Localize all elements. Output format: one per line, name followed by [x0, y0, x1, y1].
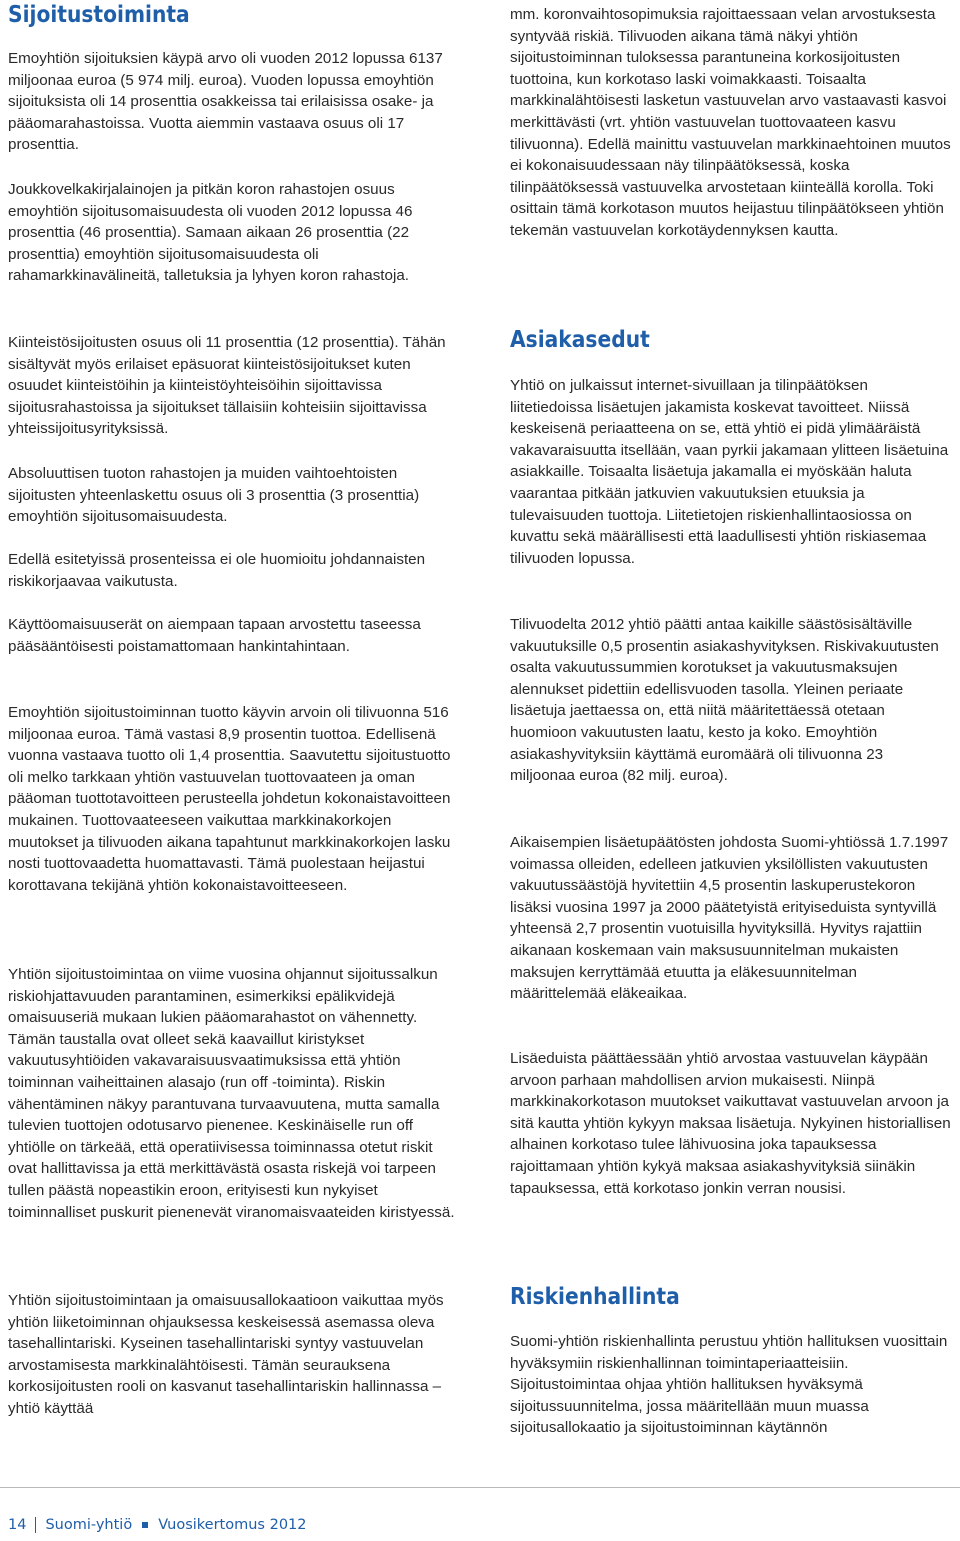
section-heading-riskienhallinta: Riskienhallinta [510, 1284, 680, 1310]
paragraph: Yhtiön sijoitustoimintaa on viime vuosina ohjannut sijoitussalkun riskiohjattavuuden parantaminen, esimerkiksi epälikvidejä omaisuuseriä mukaan lukien pääomarahastot on vähennetty. Tämän taustalla ovat olleet sekä kaavaillut kiristykset vakuutusyhtiöiden vakavaraisuusvaatimuksissa että yhtiön toiminnan vaiheittainen alasajo (run off -toiminta). Riskin vähentäminen näkyy parantuvana turvaavuutena, mutta samalla tulevien tuottojen odotusarvo pienenee. Keskinäiselle run off yhtiölle on tärkeää, että operatiivisessa toiminnassa otetut riskit ovat hallittavissa ja että merkittävästä osasta riskejä voi tarpeen tullen päästä nopeastikin eroon, erityisesti kun nykyiset toiminnalliset puskurit pienenevät viranomaisvaateiden kiristyessä. [8, 966, 455, 1221]
paragraph: Kiinteistösijoitusten osuus oli 11 prosenttia (12 prosenttia). Tähän sisältyvät myös erilaiset epäsuorat kiinteistösijoitukset kuten osuudet kiinteistöihin ja kiinteistöyhteisöihin sijoittavissa sijoitusrahastoissa ja sijoitukset tällaisiin kohteisiin sijoittavissa yhteissijoitusyrityksissä. [8, 334, 446, 438]
page-footer [8, 1517, 307, 1533]
footer-divider [0, 1487, 960, 1488]
paragraph: Käyttöomaisuuserät on aiempaan tapaan arvostettu taseessa pääsääntöisesti poistamattomaan hankintahintaan. [8, 616, 421, 655]
paragraph: Aikaisempien lisäetupäätösten johdosta Suomi-yhtiössä 1.7.1997 voimassa olleiden, edelleen jatkuvien yksilöllisten vakuutusten vakuutussäästöjä hyvitettiin 4,5 prosentin laskuperustekoron lisäksi vuosina 1997 ja 2000 päätetyistä erityiseduista syntyvillä yhteensä 2,7 prosentin vuotuisilla hyvityksillä. Hyvitys rajattiin aikanaan koskemaan vain maksusuunnitelman mukaisten maksujen kerryttämää etuutta ja eläkesuunnitelman määrittelemää eläkeaikaa. [510, 834, 949, 1003]
section-heading-sijoitustoiminta: Sijoitustoiminta [8, 2, 190, 28]
square-bullet-icon [142, 1522, 148, 1528]
paragraph: Emoyhtiön sijoitustoiminnan tuotto käyvin arvoin oli tilivuonna 516 miljoonaa euroa. Tämä vastasi 8,9 prosentin tuottoa. Edellisenä vuonna vastaava tuotto oli 1,4 prosenttia. Saavutettu sijoitustuotto oli melko tarkkaan yhtiön vastuuvelan tuottovaateen ja oman pääoman tuottotavoitteen perusteella johdetun kokonaistavoitteen mukainen. Tuottovaateeseen vaikuttaa markkinakorkojen muutokset ja tilivuoden aikana tapahtunut markkinakorkojen lasku nosti tuottovaadetta huomattavasti. Tämä puolestaan heijastui korottavana tekijänä yhtiön kokonaistavoitteeseen. [8, 704, 451, 894]
paragraph: Absoluuttisen tuoton rahastojen ja muiden vaihtoehtoisten sijoitusten yhteenlaskettu osuus oli 3 prosenttia (3 prosenttia) emoyhtiön sijoitusomaisuudesta. [8, 465, 420, 526]
paragraph: mm. koronvaihtosopimuksia rajoittaessaan velan arvostuksesta syntyvää riskiä. Tilivuoden aikana tämä näkyi yhtiön sijoitustoiminnan tuloksessa parantuneina korkosijoitusten tuottoina, kun korkotaso laski voimakkaasti. Toisaalta markkinalähtöisesti lasketun vastuuvelan arvo vastaavasti kasvoi merkittävästi (vrt. yhtiön vastuuvelan tuottovaateen kasvu tilivuonna). Edellä mainittu vastuuvelan markkinaehtoinen muutos ei kokonaisuudessaan näy tilinpäätöksessä, koska tilinpäätöksessä vastuuvelka arvostetaan kiinteällä korolla. Toki osittain tämä korkotason muutos heijastuu tilinpäätökseen yhtiön tekemän vastuuvelan korkotäydennyksen kautta. [510, 6, 951, 239]
paragraph: Emoyhtiön sijoituksien käypä arvo oli vuoden 2012 lopussa 6137 miljoonaa euroa (5 974 milj. euroa). Vuoden lopussa emoyhtiön sijoituksista oli 14 prosenttia osakkeissa tai erilaisissa osake- ja pääomarahastoissa. Vuotta aiemmin vastaava osuus oli 17 prosenttia. [8, 50, 443, 154]
paragraph: Suomi-yhtiön riskienhallinta perustuu yhtiön hallituksen vuosittain hyväksymiin riskienhallinnan toimintaperiaatteisiin. Sijoitustoimintaa ohjaa yhtiön hallituksen hyväksymä sijoitussuunnitelma, jossa määritellään muun muassa sijoitusallokaatio ja sijoitustoiminnan käytännön [510, 1333, 948, 1437]
footer-separator [35, 1517, 36, 1533]
company-name: Suomi-yhtiö [45, 1517, 133, 1533]
paragraph: Yhtiön sijoitustoimintaan ja omaisuusallokaatioon vaikuttaa myös yhtiön liiketoiminnan ohjauksessa keskeisessä asemassa oleva tasehallintariski. Kyseinen tasehallintariski syntyy vastuuvelan arvostamisesta markkinalähtöisesti. Tämän seurauksena korkosijoitusten rooli on kasvanut tasehallintariskin hallinnassa – yhtiö käyttää [8, 1292, 444, 1417]
paragraph: Lisäeduista päättäessään yhtiö arvostaa vastuuvelan käypään arvoon parhaan mahdollisen arvion mukaisesti. Niinpä markkinakorkotason muutokset vaikuttavat vastuuvelan arvoon ja sitä kautta yhtiön kykyyn maksaa lisäetuja. Nykyinen historiallisen alhainen korkotaso tulee lähivuosina joka tapauksessa rajoittamaan yhtiön kykyä maksaa asiakashyvityksiä siinäkin tapauksessa, että korkotaso jonkin verran nousisi. [510, 1050, 951, 1197]
paragraph: Edellä esitetyissä prosenteissa ei ole huomioitu johdannaisten riskikorjaavaa vaikutusta. [8, 551, 426, 590]
paragraph: Joukkovelkakirjalainojen ja pitkän koron rahastojen osuus emoyhtiön sijoitusomaisuudesta oli vuoden 2012 lopussa 46 prosenttia (46 prosenttia). Samaan aikaan 26 prosenttia (22 prosenttia) emoyhtiön sijoitusomaisuudesta oli rahamarkkinavälineitä, talletuksia ja lyhyen koron rahastoja. [8, 181, 413, 285]
paragraph: Tilivuodelta 2012 yhtiö päätti antaa kaikille säästösisältäville vakuutuksille 0,5 prosentin asiakashyvityksen. Riskivakuutusten osalta vakuutussummien korotukset ja vakuutusmaksujen alennukset pidettiin edellisvuoden tasolla. Yleinen periaate lisäetuja jaettaessa on, että niitä määritettäessä otetaan huomioon vakuutusten laatu, kesto ja koko. Emoyhtiön asiakashyvityksiin käyttämä euromäärä oli tilivuonna 23 miljoonaa euroa (82 milj. euroa). [510, 616, 939, 785]
section-heading-asiakasedut: Asiakasedut [510, 327, 650, 353]
page-number: 14 [8, 1517, 27, 1533]
paragraph: Yhtiö on julkaissut internet-sivuillaan ja tilinpäätöksen liitetiedoissa lisäetujen jakamista koskevat tavoitteet. Niissä keskeisenä periaatteena on se, että yhtiö ei pidä ylimääräistä vakavaraisuutta itsellään, vaan pyrkii jakamaan ylitteen lisäetuina asiakkaille. Toisaalta lisäetuja jakamalla ei myöskään haluta vaarantaa pitkään jatkuvien vakuutuksien etuuksia ja tulevaisuuden tuottoja. Liitetietojen riskienhallintaosiossa on kuvattu sekä määrällisesti että laadullisesti yhtiön riskiasemaa tilivuoden lopussa. [510, 377, 949, 567]
publication-title: Vuosikertomus 2012 [158, 1517, 307, 1533]
